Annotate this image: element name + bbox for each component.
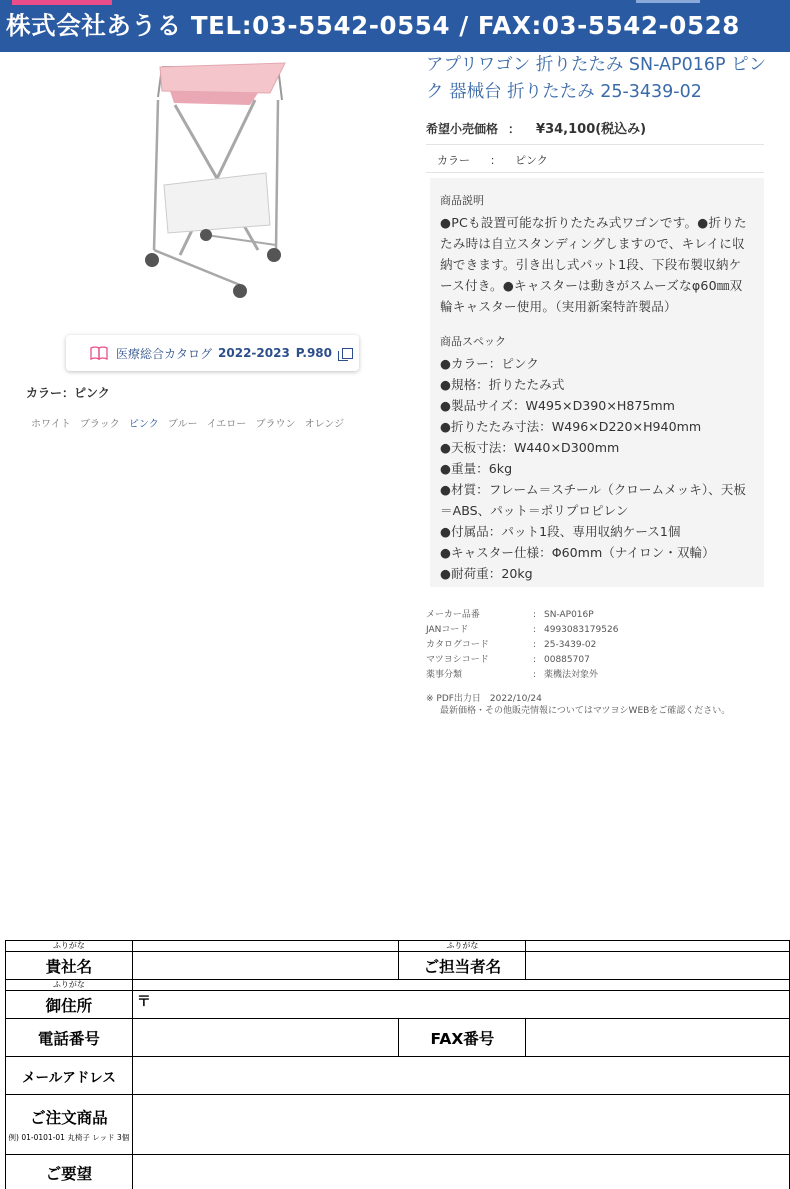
color-value: ピンク <box>515 154 548 167</box>
color-options <box>31 415 350 430</box>
postal-mark: 〒 <box>136 994 151 1010</box>
meta-key: 薬事分類 <box>426 670 463 680</box>
spec-item: ●材質：フレーム＝スチール（クロームメッキ）、天板＝ABS、パット＝ポリプロピレン <box>440 482 746 518</box>
price-row <box>426 118 646 137</box>
meta-key: カタログコード <box>426 640 489 650</box>
furigana-label: ふりがな <box>399 941 526 952</box>
order-field[interactable] <box>132 1095 789 1155</box>
description-text: ●PCも設置可能な折りたたみ式ワゴンです。●折りたたみ時は自立スタンディングしますので、キレイに収納できます。引き出し式パット1段、下段布製収納ケース付き。●キャスターは動きがスムーズなφ60㎜双輪キャスター使用。（実用新案特許製品） <box>440 215 747 314</box>
note-line-1: ※ PDF出力日 2022/10/24 <box>426 694 542 704</box>
color-option-orange[interactable]: オレンジ <box>304 419 345 430</box>
catalog-year: 2022-2023 <box>218 346 290 360</box>
spec-item: ●付属品：パット1段、専用収納ケース1個 <box>440 524 681 539</box>
order-label-cell <box>6 1095 133 1155</box>
request-field[interactable] <box>132 1155 789 1189</box>
spec-item: ●キャスター仕様：Φ60mm（ナイロン・双輪） <box>440 545 715 560</box>
order-example: 例) 01-0101-01 丸椅子 レッド 3個 <box>8 1133 130 1142</box>
person-label: ご担当者名 <box>399 952 526 980</box>
fax-field[interactable] <box>526 1019 790 1057</box>
header-accent-stripe <box>12 0 112 5</box>
email-label: メールアドレス <box>6 1057 133 1095</box>
address-furigana-field[interactable] <box>132 980 789 991</box>
spec-item: ●折りたたみ寸法：W496×D220×H940mm <box>440 419 702 434</box>
open-book-icon <box>90 346 108 360</box>
spec-item: ●耐荷重：20kg <box>440 566 533 581</box>
address-field[interactable] <box>132 991 789 1019</box>
color-option-yellow[interactable]: イエロー <box>206 419 247 430</box>
spec-item: ●カラー：ピンク <box>440 356 539 371</box>
meta-key: JANコード <box>426 625 469 635</box>
catalog-page: P.980 <box>295 346 332 360</box>
header-contact-text: 株式会社あうる TEL:03-5542-0554 / FAX:03-5542-0528 <box>6 11 740 40</box>
color-colon: ： <box>490 154 501 167</box>
meta-key: メーカー品番 <box>426 610 480 620</box>
color-option-brown[interactable]: ブラウン <box>255 419 296 430</box>
meta-value: 薬機法対象外 <box>544 670 599 680</box>
product-image <box>140 55 300 305</box>
header-bar <box>0 0 790 52</box>
price-value: ¥34,100(税込み) <box>536 122 647 137</box>
note-line-2: 最新価格・その他販売情報についてはマツヨシWEBをご確認ください。 <box>440 706 731 716</box>
fax-label: FAX番号 <box>399 1019 526 1057</box>
spec-item: ●天板寸法：W440×D300mm <box>440 440 620 455</box>
price-colon: ： <box>508 122 521 136</box>
description-heading: 商品説明 <box>440 194 484 207</box>
email-field[interactable] <box>132 1057 789 1095</box>
spec-heading: 商品スペック <box>440 335 506 348</box>
product-title: アプリワゴン 折りたたみ SN-AP016P ピンク 器械台 折りたたみ 25-3439-02 <box>426 55 767 102</box>
meta-value: 00885707 <box>544 655 590 665</box>
divider <box>426 172 764 173</box>
request-label: ご要望 <box>6 1155 133 1189</box>
selected-color-label: カラー：ピンク <box>26 386 110 400</box>
copy-icon <box>342 348 353 359</box>
color-option-blue[interactable]: ブルー <box>167 419 198 430</box>
company-furigana-field[interactable] <box>132 941 399 952</box>
color-option-black[interactable]: ブラック <box>79 419 120 430</box>
color-row <box>437 152 548 168</box>
phone-label: 電話番号 <box>6 1019 133 1057</box>
spec-item: ●規格：折りたたみ式 <box>440 377 565 392</box>
meta-value: 25-3439-02 <box>544 640 597 650</box>
person-furigana-field[interactable] <box>526 941 790 952</box>
spec-item: ●重量：6kg <box>440 461 513 476</box>
furigana-label: ふりがな <box>6 941 133 952</box>
furigana-label: ふりがな <box>6 980 133 991</box>
color-label: カラー <box>437 154 470 167</box>
header-accent-stripe-right <box>636 0 700 3</box>
pdf-note <box>426 693 730 717</box>
catalog-label: 医療総合カタログ <box>116 346 213 361</box>
color-option-pink[interactable]: ピンク <box>128 419 159 430</box>
price-label: 希望小売価格 <box>426 122 499 136</box>
meta-key: マツヨシコード <box>426 655 489 665</box>
description-box <box>430 178 764 587</box>
company-field[interactable] <box>132 952 399 980</box>
divider <box>426 144 764 145</box>
address-label: 御住所 <box>6 991 133 1019</box>
color-option-white[interactable]: ホワイト <box>31 419 71 430</box>
order-form <box>5 940 790 1189</box>
order-label: ご注文商品 <box>30 1109 108 1127</box>
catalog-link-button[interactable] <box>66 335 359 371</box>
spec-list <box>440 353 754 584</box>
person-field[interactable] <box>526 952 790 980</box>
company-label: 貴社名 <box>6 952 133 980</box>
spec-item: ●製品サイズ：W495×D390×H875mm <box>440 398 675 413</box>
meta-value: SN-AP016P <box>544 610 594 620</box>
phone-field[interactable] <box>132 1019 399 1057</box>
meta-value: 4993083179526 <box>544 625 619 635</box>
